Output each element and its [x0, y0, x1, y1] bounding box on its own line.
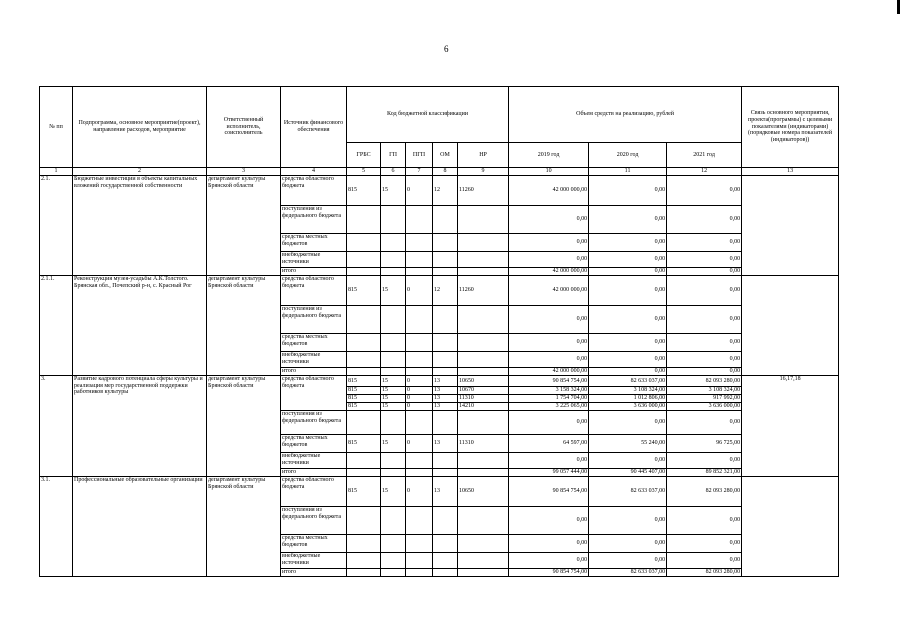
- row-value: 0,00: [667, 368, 742, 376]
- row-name: Бюджетные инвестиции в объекты капитальных вложений государственной собственности: [73, 176, 207, 276]
- row-code: [347, 507, 381, 535]
- row-value: 0,00: [589, 268, 667, 276]
- row-code: [381, 368, 406, 376]
- row-code: [381, 252, 406, 268]
- page-number: 6: [444, 44, 449, 54]
- row-value: 0,00: [509, 252, 589, 268]
- row-source: поступления из федерального бюджета: [281, 411, 347, 435]
- row-code: 14210: [458, 403, 509, 411]
- row-code: 15: [381, 395, 406, 403]
- row-code: 815: [347, 376, 381, 387]
- row-value: 3 636 000,00: [589, 403, 667, 411]
- row-value: 0,00: [589, 352, 667, 368]
- row-code: [381, 234, 406, 252]
- row-value: 0,00: [589, 453, 667, 469]
- row-code: [381, 535, 406, 553]
- row-code: 11260: [458, 176, 509, 206]
- row-source: итого: [281, 469, 347, 477]
- row-value: 3 158 324,00: [509, 387, 589, 395]
- row-source: внебюджетные источники: [281, 252, 347, 268]
- row-source: средства местных бюджетов: [281, 535, 347, 553]
- row-source: итого: [281, 268, 347, 276]
- header-code-gp: ГП: [381, 143, 406, 168]
- header-source: Источник финансового обеспечения: [281, 87, 347, 168]
- row-code: [347, 569, 381, 577]
- row-code: 12: [433, 176, 458, 206]
- row-code: [347, 469, 381, 477]
- column-number: 1: [40, 168, 73, 176]
- row-code: 0: [406, 395, 433, 403]
- row-link: [742, 276, 839, 376]
- row-code: 815: [347, 276, 381, 306]
- row-code: 13: [433, 403, 458, 411]
- column-number: 3: [207, 168, 281, 176]
- row-value: 0,00: [589, 306, 667, 334]
- row-value: 89 852 321,00: [667, 469, 742, 477]
- row-value: 0,00: [509, 352, 589, 368]
- row-link: 16,17,18: [742, 376, 839, 477]
- row-code: [458, 206, 509, 234]
- table-row: [40, 376, 839, 387]
- row-code: [381, 306, 406, 334]
- row-source: средства местных бюджетов: [281, 234, 347, 252]
- row-code: [458, 252, 509, 268]
- row-code: [347, 352, 381, 368]
- row-value: 0,00: [589, 276, 667, 306]
- row-value: 82 093 280,00: [667, 569, 742, 577]
- row-value: 0,00: [589, 535, 667, 553]
- row-value: 0,00: [509, 535, 589, 553]
- row-source: средства областного бюджета: [281, 176, 347, 206]
- row-value: 0,00: [509, 234, 589, 252]
- row-code: [433, 411, 458, 435]
- row-code: [458, 453, 509, 469]
- row-code: [406, 453, 433, 469]
- row-code: [381, 352, 406, 368]
- row-value: 0,00: [667, 535, 742, 553]
- row-code: 0: [406, 376, 433, 387]
- row-source: внебюджетные источники: [281, 553, 347, 569]
- row-code: 15: [381, 477, 406, 507]
- row-code: 815: [347, 435, 381, 453]
- header-code-pgp: ПГП: [406, 143, 433, 168]
- row-code: 13: [433, 435, 458, 453]
- row-code: [406, 553, 433, 569]
- row-code: 815: [347, 395, 381, 403]
- column-number: 10: [509, 168, 589, 176]
- row-code: [406, 252, 433, 268]
- row-value: 0,00: [589, 411, 667, 435]
- row-code: 13: [433, 477, 458, 507]
- row-code: [381, 453, 406, 469]
- row-code: [347, 234, 381, 252]
- row-code: [406, 334, 433, 352]
- row-value: 0,00: [667, 507, 742, 535]
- column-number: 4: [281, 168, 347, 176]
- row-code: 0: [406, 477, 433, 507]
- header-link: Связь основного мероприятия, проекта(программы) с целевыми показателями (индикаторами) (порядковые номера показателей (индикаторов)): [742, 87, 839, 168]
- row-number: 2.1.: [40, 176, 73, 276]
- row-code: [433, 553, 458, 569]
- row-code: [347, 368, 381, 376]
- row-value: 0,00: [667, 234, 742, 252]
- row-value: 3 108 324,00: [589, 387, 667, 395]
- row-code: [433, 535, 458, 553]
- row-value: 3 108 324,00: [667, 387, 742, 395]
- row-value: 82 093 280,00: [667, 477, 742, 507]
- row-code: 15: [381, 403, 406, 411]
- row-value: 90 445 407,00: [589, 469, 667, 477]
- row-code: [458, 569, 509, 577]
- row-source: итого: [281, 569, 347, 577]
- row-value: 42 000 000,00: [509, 276, 589, 306]
- column-number: 7: [406, 168, 433, 176]
- row-code: [433, 368, 458, 376]
- row-code: [406, 411, 433, 435]
- row-number: 2.1.1.: [40, 276, 73, 376]
- row-value: 0,00: [667, 176, 742, 206]
- row-value: 90 854 754,00: [509, 376, 589, 387]
- row-code: [347, 206, 381, 234]
- row-value: 0,00: [509, 206, 589, 234]
- row-value: 0,00: [589, 507, 667, 535]
- row-value: 82 093 280,00: [667, 376, 742, 387]
- row-value: 917 992,00: [667, 395, 742, 403]
- header-executor: Ответственный исполнитель, соисполнитель: [207, 87, 281, 168]
- row-value: 55 240,00: [589, 435, 667, 453]
- row-code: [458, 306, 509, 334]
- row-code: [433, 453, 458, 469]
- row-value: 0,00: [667, 206, 742, 234]
- row-code: [458, 553, 509, 569]
- row-value: 0,00: [509, 553, 589, 569]
- row-code: 0: [406, 403, 433, 411]
- row-code: [433, 334, 458, 352]
- row-value: 82 633 037,00: [589, 569, 667, 577]
- row-code: [347, 334, 381, 352]
- row-code: 10650: [458, 477, 509, 507]
- row-code: 815: [347, 176, 381, 206]
- header-code-om: ОМ: [433, 143, 458, 168]
- row-code: [406, 306, 433, 334]
- row-executor: департамент культуры Брянской области: [207, 276, 281, 376]
- row-source: средства местных бюджетов: [281, 435, 347, 453]
- row-value: 0,00: [509, 411, 589, 435]
- column-number: 8: [433, 168, 458, 176]
- row-source: внебюджетные источники: [281, 352, 347, 368]
- row-code: [433, 306, 458, 334]
- row-code: [381, 469, 406, 477]
- column-number: 2: [73, 168, 207, 176]
- row-code: 11260: [458, 276, 509, 306]
- row-value: 0,00: [667, 453, 742, 469]
- row-value: 0,00: [667, 553, 742, 569]
- row-code: [381, 206, 406, 234]
- row-source: средства местных бюджетов: [281, 334, 347, 352]
- row-code: 10650: [458, 376, 509, 387]
- row-code: [381, 507, 406, 535]
- row-value: 0,00: [667, 352, 742, 368]
- row-code: [433, 507, 458, 535]
- row-value: 0,00: [589, 334, 667, 352]
- header-year-2020: 2020 год: [589, 143, 667, 168]
- row-code: [381, 569, 406, 577]
- row-value: 82 633 037,00: [589, 477, 667, 507]
- row-value: 0,00: [589, 368, 667, 376]
- row-code: [381, 553, 406, 569]
- row-code: 10670: [458, 387, 509, 395]
- row-code: [406, 507, 433, 535]
- row-code: [458, 352, 509, 368]
- row-code: [406, 469, 433, 477]
- row-code: [433, 569, 458, 577]
- row-source: поступления из федерального бюджета: [281, 206, 347, 234]
- row-value: 0,00: [509, 507, 589, 535]
- row-code: 815: [347, 403, 381, 411]
- row-code: 15: [381, 276, 406, 306]
- header-year-2019: 2019 год: [509, 143, 589, 168]
- table-row: [40, 176, 839, 206]
- row-code: [433, 206, 458, 234]
- row-code: [458, 411, 509, 435]
- row-executor: департамент культуры Брянской области: [207, 176, 281, 276]
- row-value: 3 636 000,00: [667, 403, 742, 411]
- column-number: 11: [589, 168, 667, 176]
- row-value: 42 000 000,00: [509, 268, 589, 276]
- row-code: [458, 535, 509, 553]
- column-number: 13: [742, 168, 839, 176]
- row-code: 11310: [458, 395, 509, 403]
- row-code: [347, 411, 381, 435]
- row-link: [742, 477, 839, 577]
- header-subprogram: Подпрограмма, основное мероприятие(проект), направление расходов, мероприятие: [73, 87, 207, 168]
- row-source: средства областного бюджета: [281, 376, 347, 411]
- row-executor: департамент культуры Брянской области: [207, 477, 281, 577]
- row-code: [406, 352, 433, 368]
- header-num: № пп: [40, 87, 73, 168]
- table-body: [40, 168, 839, 577]
- row-code: [406, 206, 433, 234]
- row-value: 0,00: [509, 453, 589, 469]
- row-value: 96 725,00: [667, 435, 742, 453]
- row-value: 0,00: [589, 252, 667, 268]
- row-number: 3.: [40, 376, 73, 477]
- header-code-nr: НР: [458, 143, 509, 168]
- row-code: 15: [381, 387, 406, 395]
- row-code: 15: [381, 435, 406, 453]
- row-source: средства областного бюджета: [281, 276, 347, 306]
- row-code: [458, 334, 509, 352]
- column-number: 5: [347, 168, 381, 176]
- row-code: [381, 268, 406, 276]
- table-row: [40, 276, 839, 306]
- row-code: [406, 368, 433, 376]
- row-source: поступления из федерального бюджета: [281, 507, 347, 535]
- column-number: 9: [458, 168, 509, 176]
- row-code: [406, 234, 433, 252]
- row-source: поступления из федерального бюджета: [281, 306, 347, 334]
- row-code: 815: [347, 477, 381, 507]
- budget-table: [39, 86, 839, 577]
- row-value: 99 057 444,00: [509, 469, 589, 477]
- row-code: [347, 252, 381, 268]
- table-row: [40, 477, 839, 507]
- row-code: [458, 234, 509, 252]
- row-value: 0,00: [667, 411, 742, 435]
- row-code: 13: [433, 387, 458, 395]
- row-value: 0,00: [589, 553, 667, 569]
- row-code: [458, 469, 509, 477]
- row-value: 0,00: [667, 306, 742, 334]
- row-code: [433, 352, 458, 368]
- row-code: [433, 252, 458, 268]
- row-name: Профессиональные образовательные организации: [73, 477, 207, 577]
- row-value: 82 633 037,00: [589, 376, 667, 387]
- row-link: [742, 176, 839, 276]
- header-budget-code: Код бюджетной классификации: [347, 87, 509, 143]
- header-year-2021: 2021 год: [667, 143, 742, 168]
- row-code: [406, 268, 433, 276]
- row-code: 0: [406, 435, 433, 453]
- row-value: 64 597,00: [509, 435, 589, 453]
- row-code: [406, 569, 433, 577]
- row-code: 0: [406, 387, 433, 395]
- row-value: 0,00: [509, 306, 589, 334]
- row-code: 13: [433, 376, 458, 387]
- row-code: 0: [406, 176, 433, 206]
- row-executor: департамент культуры Брянской области: [207, 376, 281, 477]
- row-code: [433, 234, 458, 252]
- row-code: 11310: [458, 435, 509, 453]
- row-code: 13: [433, 395, 458, 403]
- row-code: [458, 507, 509, 535]
- row-source: внебюджетные источники: [281, 453, 347, 469]
- column-number: 6: [381, 168, 406, 176]
- row-name: Развитие кадрового потенциала сферы культуры и реализация мер государственной поддержки работников культуры: [73, 376, 207, 477]
- row-code: 15: [381, 176, 406, 206]
- row-value: 0,00: [589, 234, 667, 252]
- row-code: [347, 453, 381, 469]
- row-code: [347, 306, 381, 334]
- header-code-grbs: ГРБС: [347, 143, 381, 168]
- row-value: 0,00: [667, 334, 742, 352]
- row-code: [381, 334, 406, 352]
- row-source: итого: [281, 368, 347, 376]
- row-value: 3 225 065,00: [509, 403, 589, 411]
- row-value: 90 854 754,00: [509, 477, 589, 507]
- row-code: 12: [433, 276, 458, 306]
- row-code: [458, 268, 509, 276]
- row-value: 1 012 806,00: [589, 395, 667, 403]
- row-code: [433, 268, 458, 276]
- row-value: 0,00: [667, 268, 742, 276]
- row-value: 0,00: [589, 176, 667, 206]
- row-value: 0,00: [589, 206, 667, 234]
- row-code: [458, 368, 509, 376]
- row-value: 0,00: [667, 252, 742, 268]
- header-volume: Объем средств на реализацию, рублей: [509, 87, 742, 143]
- row-code: [347, 535, 381, 553]
- column-number-row: [40, 168, 839, 176]
- row-value: 0,00: [667, 276, 742, 306]
- row-code: [347, 553, 381, 569]
- row-code: [347, 268, 381, 276]
- row-value: 42 000 000,00: [509, 176, 589, 206]
- row-name: Реконструкция музея-усадьбы А.К.Толстого. Брянская обл., Почепский р-н, с. Красный Рог: [73, 276, 207, 376]
- row-code: [433, 469, 458, 477]
- row-value: 0,00: [509, 334, 589, 352]
- row-code: 815: [347, 387, 381, 395]
- row-code: [406, 535, 433, 553]
- row-code: 15: [381, 376, 406, 387]
- row-source: средства областного бюджета: [281, 477, 347, 507]
- row-value: 1 754 704,00: [509, 395, 589, 403]
- column-number: 12: [667, 168, 742, 176]
- row-value: 90 854 754,00: [509, 569, 589, 577]
- row-number: 3.1.: [40, 477, 73, 577]
- corner-mark: [897, 0, 900, 14]
- row-code: 0: [406, 276, 433, 306]
- header-row-1: [40, 87, 839, 143]
- row-code: [381, 411, 406, 435]
- row-value: 42 000 000,00: [509, 368, 589, 376]
